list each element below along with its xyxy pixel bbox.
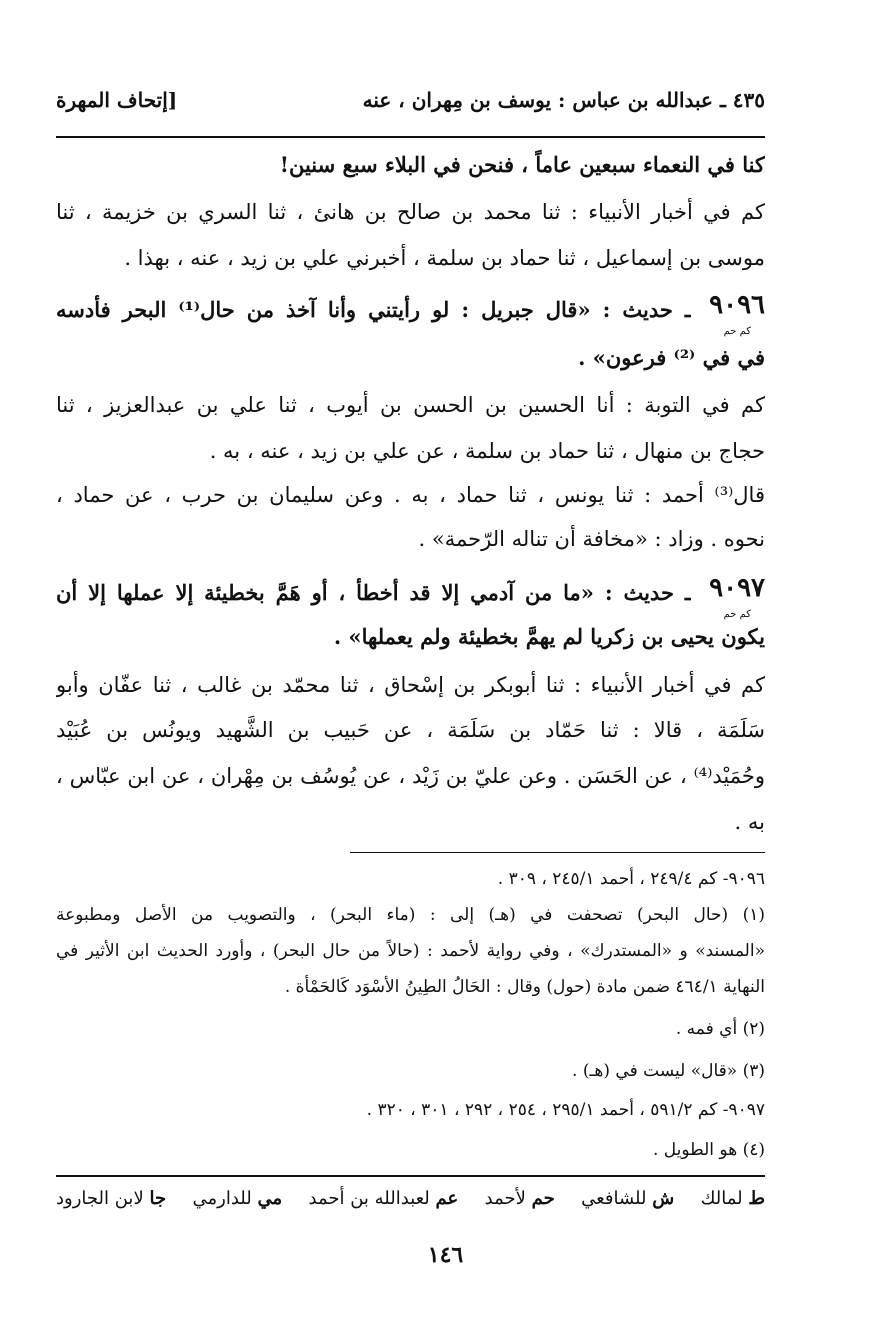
sigla-item: ط لمالك xyxy=(700,1188,765,1209)
page-number: ١٤٦ xyxy=(427,1242,464,1268)
sigla-item: جا لابن الجارود xyxy=(56,1188,167,1209)
text-line-6: قال⁽³⁾ أحمد : ثنا يونس ، ثنا حماد ، به . وعن سليمان بن حرب ، عن حماد ، xyxy=(56,483,765,507)
text-line-1: كنا في النعماء سبعين عاماً ، فنحن في البلاء سبع سنين! xyxy=(279,152,765,177)
footnote-ref-9097: ٩٠٩٧- كم ٥٩١/٢ ، أحمد ٢٩٥/١ ، ٢٥٤ ، ٢٩٢ ، ٣٠١ ، ٣٢٠ . xyxy=(366,1100,765,1120)
hadith-sigla: كم حم xyxy=(723,326,751,337)
footnote-2: (٢) أي فمه . xyxy=(675,1019,765,1039)
text-line-10: وحُمَيْد⁽⁴⁾ ، عن الحَسَن . وعن عليّ بن زَيْد ، عن يُوسُف بن مِهْران ، عن ابن عبّاس ، xyxy=(56,764,765,788)
footnote-separator xyxy=(350,852,765,853)
hadith-text-line-1: ـ حديث : «قال جبريل : لو رأيتني وأنا آخذ من حال⁽¹⁾ البحر فأدسه xyxy=(56,297,691,322)
hadith-text-line-1: ـ حديث : «ما من آدمي إلا قد أخطأ ، أو هَمَّ بخطيئة إلا عملها إلا أن xyxy=(56,580,691,605)
footnote-3: (٣) «قال» ليست في (هـ) . xyxy=(572,1061,765,1081)
text-line-11: به . xyxy=(734,810,765,834)
text-line-8: كم في أخبار الأنبياء : ثنا أبوبكر بن إسْحاق ، ثنا محمّد بن غالب ، ثنا عفّان وأبو xyxy=(56,673,765,697)
header-rule xyxy=(56,136,765,138)
footnote-1-line-3: النهاية ٤٦٤/١ ضمن مادة (حول) وقال : الحَالُ الطِينُ الأسْوَد كَالحَمْأة . xyxy=(284,977,765,997)
sigla-item: مي للدارمي xyxy=(192,1188,283,1209)
hadith-text-line-2: في في ⁽²⁾ فرعون» . xyxy=(578,345,765,370)
sigla-rule xyxy=(56,1175,765,1177)
hadith-number: ٩٠٩٧ xyxy=(709,573,765,603)
footnote-4: (٤) هو الطويل . xyxy=(652,1140,765,1160)
text-line-2: كم في أخبار الأنبياء : ثنا محمد بن صالح بن هانئ ، ثنا السري بن خزيمة ، ثنا xyxy=(56,200,765,224)
footnote-1-line-1: (١) (حال البحر) تصحفت في (هـ) إلى : (ماء البحر) ، والتصويب من الأصل ومطبوعة xyxy=(56,905,765,925)
text-line-7: نحوه . وزاد : «مخافة أن تناله الرّحمة» . xyxy=(418,527,765,551)
sigla-item: عم لعبدالله بن أحمد xyxy=(308,1188,459,1209)
text-line-4: كم في التوبة : أنا الحسين بن الحسن بن أيوب ، ثنا علي بن عبدالعزيز ، ثنا xyxy=(56,393,765,417)
text-line-3: موسى بن إسماعيل ، ثنا حماد بن سلمة ، أخبرني علي بن زيد ، عنه ، بهذا . xyxy=(124,246,765,270)
text-line-5: حجاج بن منهال ، ثنا حماد بن سلمة ، عن علي بن زيد ، عنه ، به . xyxy=(209,439,765,463)
hadith-text-line-2: يكون يحيى بن زكريا لم يهمَّ بخطيئة ولم يعملها» . xyxy=(333,624,765,649)
text-line-9: سَلَمَة ، قالا : ثنا حَمّاد بن سَلَمَة ، عن حَبيب بن الشَّهيد ويونُس بن عُبَيْد xyxy=(56,718,765,742)
footnote-1-line-2: «المسند» و «المستدرك» ، وفي رواية لأحمد : (حالاً من حال البحر) ، وأورد الحديث ابن الأثير في xyxy=(56,941,765,961)
hadith-sigla: كم حم xyxy=(723,609,751,620)
footnote-ref-9096: ٩٠٩٦- كم ٢٤٩/٤ ، أحمد ٢٤٥/١ ، ٣٠٩ . xyxy=(497,869,765,889)
running-header-book: [إتحاف المهرة xyxy=(56,88,178,112)
running-header-chapter: ٤٣٥ ـ عبدالله بن عباس : يوسف بن مِهران ، عنه xyxy=(362,88,765,112)
sigla-key xyxy=(56,1188,765,1209)
sigla-item: حم لأحمد xyxy=(484,1188,555,1209)
sigla-item: ش للشافعي xyxy=(581,1188,675,1209)
hadith-number: ٩٠٩٦ xyxy=(709,290,765,320)
